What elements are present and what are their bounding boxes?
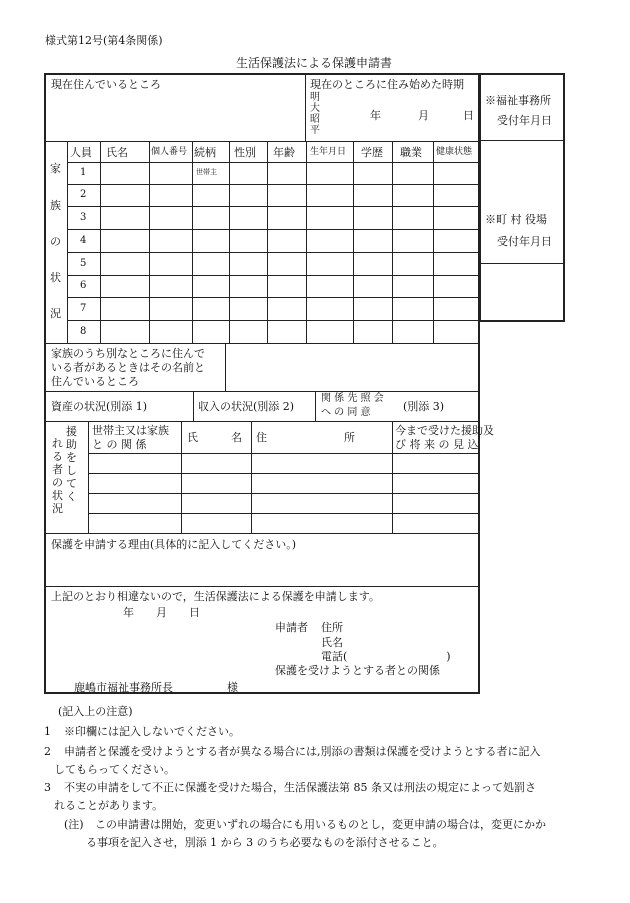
remark-label: (注): [64, 818, 84, 831]
support-received-label-2: び 将 来 の 見 込: [395, 438, 479, 451]
header-health: 健康状態: [436, 147, 473, 157]
row-number-2: 2: [80, 189, 87, 200]
remark-line-2: る事項を記入させ，別添 1 から 3 のうち必要なものを添付させること。: [86, 836, 444, 849]
family-side-label-1: 家: [50, 162, 61, 175]
note-2-number: 2: [44, 745, 51, 758]
applicant-phone-label: 電話( ): [321, 650, 451, 663]
header-personal-number: 個人番号: [151, 147, 188, 157]
declaration-statement: 上記のとおり相違ないので，生活保護法による保護を申請します。: [51, 590, 380, 603]
month-label: 月: [418, 109, 429, 122]
era-meiji: 明: [310, 92, 320, 103]
applicant-relation-label: 保護を受けようとする者との関係: [275, 664, 440, 677]
support-side-9: 者: [52, 463, 63, 476]
note-3-text: 不実の申請をして不正に保護を受けた場合，生活保護法第 85 条又は刑法の規定によって処罰さ: [64, 781, 536, 794]
consent-reference: (別添 3): [403, 400, 445, 413]
applicant-name-label: 氏名: [321, 636, 343, 649]
remark-line-1: この申請書は開始，変更いずれの場合にも用いるものとし，変更申請の場合は，変更にかか: [95, 818, 546, 831]
notes-heading: (記入上の注意): [58, 705, 133, 718]
receipt-column: [479, 73, 565, 322]
applicant-label: 申請者: [275, 621, 308, 634]
support-relation-label-1: 世帯主又は家族: [92, 424, 169, 437]
note-3-number: 3: [44, 781, 51, 794]
header-education: 学歴: [361, 146, 383, 159]
consent-label-2: へ の 同 意: [321, 407, 371, 418]
header-age: 年齢: [273, 146, 295, 159]
family-side-label-4: 状: [50, 271, 61, 284]
income-label: 収入の状況(別添 2): [198, 400, 295, 413]
addressee-label: 鹿嶋市福祉事務所長: [74, 681, 173, 694]
row-number-8: 8: [80, 326, 87, 337]
form-title: 生活保護法による保護申請書: [236, 56, 393, 70]
row-number-7: 7: [80, 303, 87, 314]
declaration-date: 年 月 日: [123, 606, 200, 619]
support-name-label: 氏 名: [187, 431, 242, 444]
header-birthdate: 生年月日: [310, 147, 347, 157]
current-address-label: 現在住んでいるところ: [51, 78, 161, 91]
row-number-5: 5: [80, 258, 87, 269]
town-office-date-label: 受付年月日: [497, 235, 552, 248]
note-3-continuation: れることがあります。: [54, 799, 164, 812]
head-of-household-label: 世帯主: [196, 168, 217, 176]
support-side-11: 状: [52, 489, 63, 502]
reason-label: 保護を申請する理由(具体的に記入してください。): [51, 538, 297, 551]
support-side-12: 況: [52, 502, 63, 515]
family-side-label-2: 族: [50, 199, 61, 212]
welfare-office-date-label: 受付年月日: [497, 114, 552, 127]
year-label: 年: [370, 109, 381, 122]
support-side-3: を: [66, 451, 77, 464]
header-relation: 続柄: [194, 146, 216, 159]
note-1-number: 1: [44, 725, 51, 738]
era-taisho: 大: [310, 103, 320, 114]
family-side-label-3: の: [50, 235, 61, 248]
header-name: 氏名: [106, 146, 128, 159]
note-2-text: 申請者と保護を受けようとする者が異なる場合には,別添の書類は保護を受けようとする者に記入: [64, 745, 541, 758]
support-received-label-1: 今まで受けた援助及: [395, 424, 494, 437]
support-side-8: る: [52, 450, 63, 463]
support-side-5: て: [66, 477, 77, 490]
support-side-2: 助: [66, 438, 77, 451]
family-side-label-5: 況: [50, 307, 61, 320]
applicant-address-label: 住所: [321, 621, 343, 634]
note-2-continuation: してもらってください。: [54, 763, 175, 776]
support-side-10: の: [52, 476, 63, 489]
support-relation-label-2: と の 関 係: [92, 438, 147, 451]
note-1-text: ※印欄には記入しないでください。: [64, 725, 240, 738]
separate-family-label-2: いる者があるときはその名前と: [51, 361, 205, 374]
consent-label-1: 関 係 先 照 会: [321, 393, 384, 404]
row-number-1: 1: [80, 167, 87, 178]
row-number-6: 6: [80, 280, 87, 291]
row-number-3: 3: [80, 212, 87, 223]
support-side-1: 援: [66, 425, 77, 438]
support-side-7: れ: [52, 437, 63, 450]
row-number-4: 4: [80, 235, 87, 246]
support-side-4: し: [66, 464, 77, 477]
support-address-label: 住 所: [256, 431, 355, 444]
era-heisei: 平: [310, 125, 320, 136]
welfare-office-label: ※福祉事務所: [485, 94, 551, 107]
separate-family-label-3: 住んでいるところ: [51, 375, 139, 388]
residence-since-label: 現在のところに住み始めた時期: [310, 78, 464, 91]
form-number: 様式第12号(第4条関係): [45, 34, 163, 47]
day-label: 日: [463, 109, 474, 122]
assets-label: 資産の状況(別添 1): [51, 400, 148, 413]
header-occupation: 職業: [400, 146, 422, 159]
town-office-label: ※町 村 役場: [485, 213, 547, 226]
era-showa: 昭: [310, 114, 320, 125]
support-side-6: く: [66, 490, 77, 503]
header-member: 人員: [70, 146, 92, 159]
honorific-label: 様: [227, 681, 238, 694]
header-gender: 性別: [234, 146, 256, 159]
separate-family-label-1: 家族のうち別なところに住んで: [51, 347, 205, 360]
